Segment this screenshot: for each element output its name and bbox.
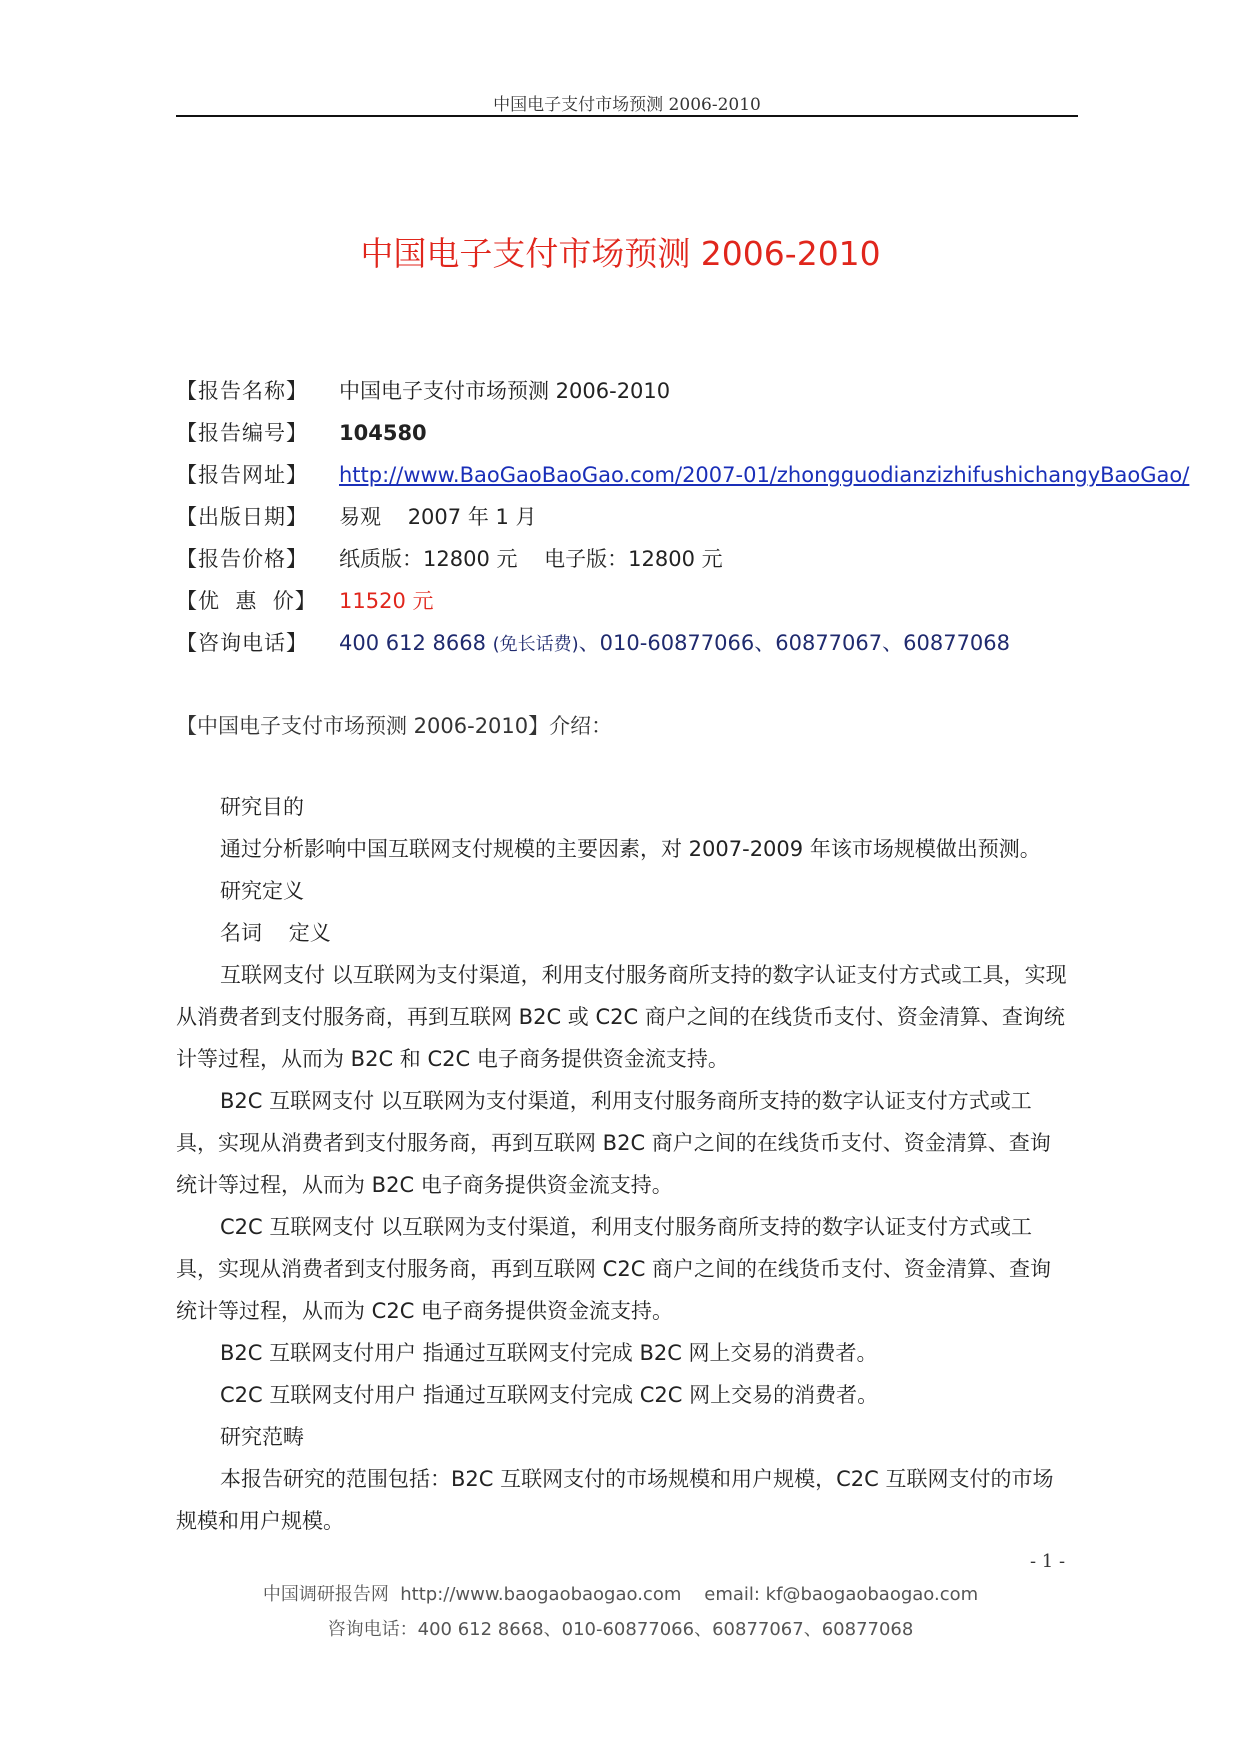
meta-row-name [176, 370, 1189, 412]
section-heading: 研究定义 [220, 879, 304, 903]
meta-label: 【报告价格】 [176, 547, 308, 571]
meta-row-code [176, 412, 1189, 454]
phone-rest: 、010-60877066、60877067、60877068 [578, 631, 1011, 655]
paragraph: 本报告研究的范围包括：B2C 互联网支付的市场规模和用户规模，C2C 互联网支付的市场规模和用户规模。 [176, 1467, 1054, 1533]
report-url-link[interactable]: http://www.BaoGaoBaoGao.com/2007-01/zhongguodianzizhifushichangyBaoGao/ [339, 463, 1190, 487]
phone-note: (免长话费) [492, 634, 579, 655]
report-title: 中国电子支付市场预测 2006-2010 [360, 234, 881, 273]
phone-main: 400 612 8668 [339, 631, 493, 655]
footer-line-2: 咨询电话：400 612 8668、010-60877066、60877067、60877068 [327, 1619, 914, 1640]
meta-value: 易观 2007 年 1 月 [339, 505, 537, 529]
page-number: - 1 - [1030, 1551, 1066, 1572]
paragraph: 互联网支付 以互联网为支付渠道，利用支付服务商所支持的数字认证支付方式或工具，实现从消费者到支付服务商，再到互联网 B2C 或 C2C 商户之间的在线货币支付、资金清算、查询统计等过程，从而为 B2C 和 C2C 电子商务提供资金流支持。 [176, 963, 1067, 1071]
meta-label: 【咨询电话】 [176, 631, 308, 655]
paragraph: C2C 互联网支付用户 指通过互联网支付完成 C2C 网上交易的消费者。 [220, 1383, 879, 1407]
page-header: 中国电子支付市场预测 2006-2010 [493, 95, 761, 115]
intro-heading: 【中国电子支付市场预测 2006-2010】介绍： [176, 714, 613, 738]
footer-line-1: 中国调研报告网 http://www.baogaobaogao.com email: kf@baogaobaogao.com [262, 1584, 979, 1605]
meta-label: 【报告名称】 [176, 379, 308, 403]
section-heading: 研究目的 [220, 795, 304, 819]
meta-row-price [176, 538, 1189, 580]
meta-row-url [176, 454, 1189, 496]
meta-row-phone [176, 622, 1189, 664]
section-heading: 研究范畴 [220, 1425, 304, 1449]
meta-label: 【报告网址】 [176, 463, 308, 487]
paragraph: B2C 互联网支付 以互联网为支付渠道，利用支付服务商所支持的数字认证支付方式或工具，实现从消费者到支付服务商，再到互联网 B2C 商户之间的在线货币支付、资金清算、查询统计等过程，从而为 B2C 电子商务提供资金流支持。 [176, 1089, 1051, 1197]
paragraph: 通过分析影响中国互联网支付规模的主要因素，对 2007-2009 年该市场规模做出预测。 [220, 837, 1041, 861]
paragraph: B2C 互联网支付用户 指通过互联网支付完成 B2C 网上交易的消费者。 [220, 1341, 878, 1365]
paragraph: C2C 互联网支付 以互联网为支付渠道，利用支付服务商所支持的数字认证支付方式或工具，实现从消费者到支付服务商，再到互联网 C2C 商户之间的在线货币支付、资金清算、查询统计等过程，从而为 C2C 电子商务提供资金流支持。 [176, 1215, 1052, 1323]
phone-numbers [339, 622, 1010, 666]
meta-row-discount [176, 580, 1189, 622]
report-meta [176, 370, 1189, 664]
meta-label: 【出版日期】 [176, 505, 308, 529]
meta-value: 纸质版：12800 元 电子版：12800 元 [339, 547, 723, 571]
report-code: 104580 [339, 421, 427, 445]
meta-value: 中国电子支付市场预测 2006-2010 [339, 379, 671, 403]
paragraph: 名词 定义 [220, 921, 331, 945]
meta-label: 【报告编号】 [176, 421, 308, 445]
discount-price: 11520 元 [339, 589, 434, 613]
body-text [176, 786, 1071, 1542]
meta-row-date [176, 496, 1189, 538]
meta-label: 【优 惠 价】 [176, 589, 317, 613]
header-rule [176, 115, 1078, 117]
